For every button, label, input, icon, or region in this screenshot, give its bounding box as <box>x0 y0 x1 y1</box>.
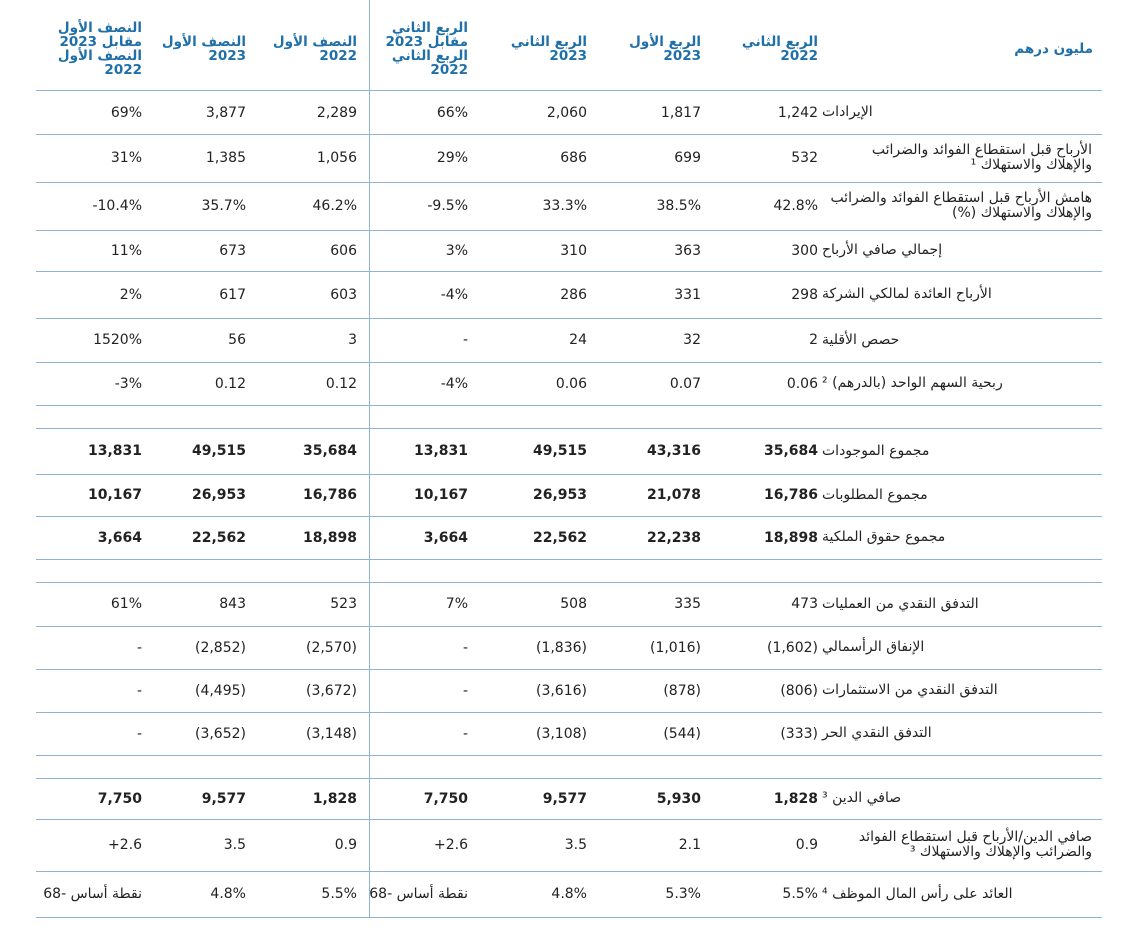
table-cell: 26,953 <box>532 487 587 503</box>
table-cell: (3,672) <box>305 682 357 699</box>
table-cell: (1,602) <box>766 639 818 656</box>
row-label: التدفق النقدي الحر <box>822 725 932 741</box>
table-cell: 286 <box>560 286 587 303</box>
table-cell: 9,577 <box>201 790 246 807</box>
table-cell: 10,167 <box>413 487 468 503</box>
table-cell: - <box>136 639 142 656</box>
table-cell: 0.07 <box>669 375 701 392</box>
table-cell: (878) <box>663 682 701 699</box>
table-cell: (2,570) <box>305 639 357 656</box>
table-cell: 56 <box>228 332 246 348</box>
row-label: حصص الأقلية <box>822 331 900 348</box>
table-cell: -10.4% <box>92 198 142 214</box>
table-cell: 2,060 <box>546 104 587 121</box>
table-cell: -4% <box>440 375 468 392</box>
row-label: إجمالي صافي الأرباح <box>822 242 943 258</box>
table-cell: -3% <box>114 375 142 392</box>
table-cell: 699 <box>674 150 701 166</box>
unit-label: مليون درهم <box>1014 41 1093 57</box>
table-cell: 49,515 <box>532 443 587 459</box>
table-cell: 35.7% <box>201 198 246 214</box>
table-cell: 32 <box>683 332 701 348</box>
table-cell: 1,056 <box>316 150 357 166</box>
table-cell: 532 <box>791 150 818 166</box>
table-cell: - <box>462 725 468 742</box>
table-cell: 0.12 <box>214 375 246 392</box>
table-cell: 686 <box>560 150 587 166</box>
table-cell: -9.5% <box>427 198 468 214</box>
table-cell: 473 <box>791 596 818 612</box>
row-label: الإيرادات <box>822 104 873 120</box>
row-divider <box>36 917 1102 918</box>
column-header-line: 2023 <box>663 48 701 64</box>
table-cell: 5.3% <box>665 886 701 902</box>
table-cell: 0.12 <box>325 375 357 392</box>
table-cell: 843 <box>219 596 246 612</box>
column-header-line: 2022 <box>430 62 468 78</box>
table-cell: 4.8% <box>551 886 587 902</box>
table-cell: 24 <box>569 332 587 348</box>
table-cell: 33.3% <box>542 198 587 214</box>
row-label: صافي الدين ³ <box>822 790 902 806</box>
table-cell: 310 <box>560 242 587 259</box>
column-header <box>136 8 246 90</box>
table-cell: (806) <box>780 682 818 699</box>
table-cell: 35,684 <box>302 443 357 459</box>
column-header-line: النصف الأول <box>161 34 246 50</box>
table-cell: 2 <box>809 332 818 348</box>
row-label: التدفق النقدي من العمليات <box>822 595 979 612</box>
table-cell: 22,562 <box>532 529 587 546</box>
table-cell: (3,652) <box>194 725 246 742</box>
table-cell: 0.06 <box>555 375 587 392</box>
table-cell: 31% <box>110 150 142 166</box>
table-cell: 1,817 <box>660 104 701 121</box>
table-cell: 617 <box>219 286 246 303</box>
table-cell: (1,836) <box>535 639 587 656</box>
table-cell: 43,316 <box>646 443 701 459</box>
column-header-line: الربع الثاني <box>391 48 468 64</box>
column-header <box>591 8 701 90</box>
table-cell: 13,831 <box>87 443 142 459</box>
table-cell: 603 <box>330 286 357 303</box>
table-cell: 0.9 <box>795 837 818 853</box>
row-label: الأرباح العائدة لمالكي الشركة <box>822 286 992 302</box>
table-cell: 68- نقطة أساس <box>369 886 468 902</box>
table-cell: 1,828 <box>773 790 818 807</box>
column-header-line: 2023 <box>208 48 246 64</box>
table-cell: (333) <box>780 725 818 742</box>
column-header-line: الربع الثاني <box>741 34 818 50</box>
table-cell: 5.5% <box>321 886 357 902</box>
column-header-line: 2022 <box>780 48 818 64</box>
table-cell: 0.06 <box>786 375 818 392</box>
table-cell: (4,495) <box>194 682 246 699</box>
row-label: ربحية السهم الواحد (بالدرهم) ² <box>822 375 1003 391</box>
table-cell: 49,515 <box>191 443 246 459</box>
column-header-line: النصف الأول <box>57 48 142 64</box>
table-cell: 3,877 <box>205 104 246 121</box>
table-cell: 3.5 <box>564 837 587 853</box>
table-cell: 298 <box>791 286 818 303</box>
table-cell: 335 <box>674 596 701 612</box>
table-cell: 35,684 <box>763 443 818 459</box>
table-cell: 1,828 <box>312 790 357 807</box>
table-cell: 26,953 <box>191 487 246 503</box>
table-cell: 2% <box>119 286 142 303</box>
row-label: مجموع الموجودات <box>822 442 930 459</box>
table-cell: 21,078 <box>646 487 701 503</box>
column-header <box>708 8 818 90</box>
table-cell: 18,898 <box>302 529 357 546</box>
table-cell: 2.1 <box>678 837 701 853</box>
column-header-line: الربع الأول <box>629 34 701 50</box>
table-cell: 2,289 <box>316 104 357 121</box>
column-header-line: الربع الثاني <box>391 20 468 36</box>
table-cell: 11% <box>110 242 142 259</box>
table-cell: 0.9 <box>334 837 357 853</box>
row-label: هامش الأرباح قبل استقطاع الفوائد والضرائب والإهلاك والاستهلاك (%) <box>830 190 1092 221</box>
column-header-line: 2023 <box>549 48 587 64</box>
table-cell: (3,616) <box>535 682 587 699</box>
table-cell: (2,852) <box>194 639 246 656</box>
table-cell: 9,577 <box>542 790 587 807</box>
table-cell: 4.8% <box>210 886 246 902</box>
row-label: التدفق النقدي من الاستثمارات <box>822 682 998 698</box>
table-cell: (3,108) <box>535 725 587 742</box>
row-label: العائد على رأس المال الموظف ⁴ <box>822 885 1013 902</box>
column-header <box>32 8 142 90</box>
table-cell: - <box>136 725 142 742</box>
column-header-line: 2023 مقابل <box>385 34 468 50</box>
row-label: مجموع المطلوبات <box>822 486 928 503</box>
table-cell: - <box>462 682 468 699</box>
table-cell: (544) <box>663 725 701 742</box>
row-label: الأرباح قبل استقطاع الفوائد والضرائب والإهلاك والاستهلاك ¹ <box>871 142 1092 173</box>
table-cell: 29% <box>436 150 468 166</box>
table-cell: 331 <box>674 286 701 303</box>
table-cell: 68- نقطة أساس <box>43 886 142 902</box>
table-cell: 1520% <box>93 332 142 348</box>
column-header <box>247 8 357 90</box>
table-cell: 69% <box>110 104 142 121</box>
table-cell: +2.6 <box>108 837 142 853</box>
table-cell: - <box>462 639 468 656</box>
table-cell: 3.5 <box>223 837 246 853</box>
table-cell: - <box>136 682 142 699</box>
column-header-line: الربع الثاني <box>510 34 587 50</box>
column-header-line: 2023 مقابل <box>59 34 142 50</box>
table-cell: 13,831 <box>413 443 468 459</box>
table-cell: 300 <box>791 242 818 259</box>
table-cell: 22,562 <box>191 529 246 546</box>
table-cell: 5.5% <box>782 886 818 902</box>
table-cell: 3,664 <box>423 529 468 546</box>
table-cell: 523 <box>330 596 357 612</box>
table-cell: 10,167 <box>87 487 142 503</box>
column-header <box>358 8 468 90</box>
table-cell: 7% <box>445 596 468 612</box>
table-cell: 1,385 <box>205 150 246 166</box>
row-divider <box>36 559 1102 560</box>
table-cell: -4% <box>440 286 468 303</box>
table-cell: 38.5% <box>656 198 701 214</box>
table-cell: 606 <box>330 242 357 259</box>
table-cell: 46.2% <box>312 198 357 214</box>
column-header <box>477 8 587 90</box>
table-cell: - <box>462 332 468 348</box>
row-label: الإنفاق الرأسمالي <box>822 639 925 655</box>
row-label: مجموع حقوق الملكية <box>822 529 946 545</box>
column-header-line: النصف الأول <box>272 34 357 50</box>
table-cell: +2.6 <box>434 837 468 853</box>
column-header-line: النصف الأول <box>57 20 142 36</box>
table-cell: 66% <box>436 104 468 121</box>
table-cell: 16,786 <box>763 487 818 503</box>
table-cell: 18,898 <box>763 529 818 546</box>
table-cell: 5,930 <box>656 790 701 807</box>
table-cell: (1,016) <box>649 639 701 656</box>
table-cell: 61% <box>110 596 142 612</box>
table-cell: 42.8% <box>773 198 818 214</box>
table-cell: 7,750 <box>97 790 142 807</box>
table-cell: (3,148) <box>305 725 357 742</box>
table-cell: 16,786 <box>302 487 357 503</box>
row-divider <box>36 405 1102 406</box>
table-cell: 3,664 <box>97 529 142 546</box>
table-cell: 1,242 <box>777 104 818 121</box>
table-cell: 363 <box>674 242 701 259</box>
table-cell: 673 <box>219 242 246 259</box>
row-divider <box>36 755 1102 756</box>
table-cell: 3 <box>348 332 357 348</box>
table-cell: 3% <box>445 242 468 259</box>
row-label: صافي الدين/الأرباح قبل استقطاع الفوائد والضرائب والإهلاك والاستهلاك ³ <box>858 829 1092 860</box>
table-cell: 7,750 <box>423 790 468 807</box>
column-header-line: 2022 <box>319 48 357 64</box>
column-header-line: 2022 <box>104 62 142 78</box>
table-cell: 22,238 <box>646 529 701 546</box>
table-cell: 508 <box>560 596 587 612</box>
